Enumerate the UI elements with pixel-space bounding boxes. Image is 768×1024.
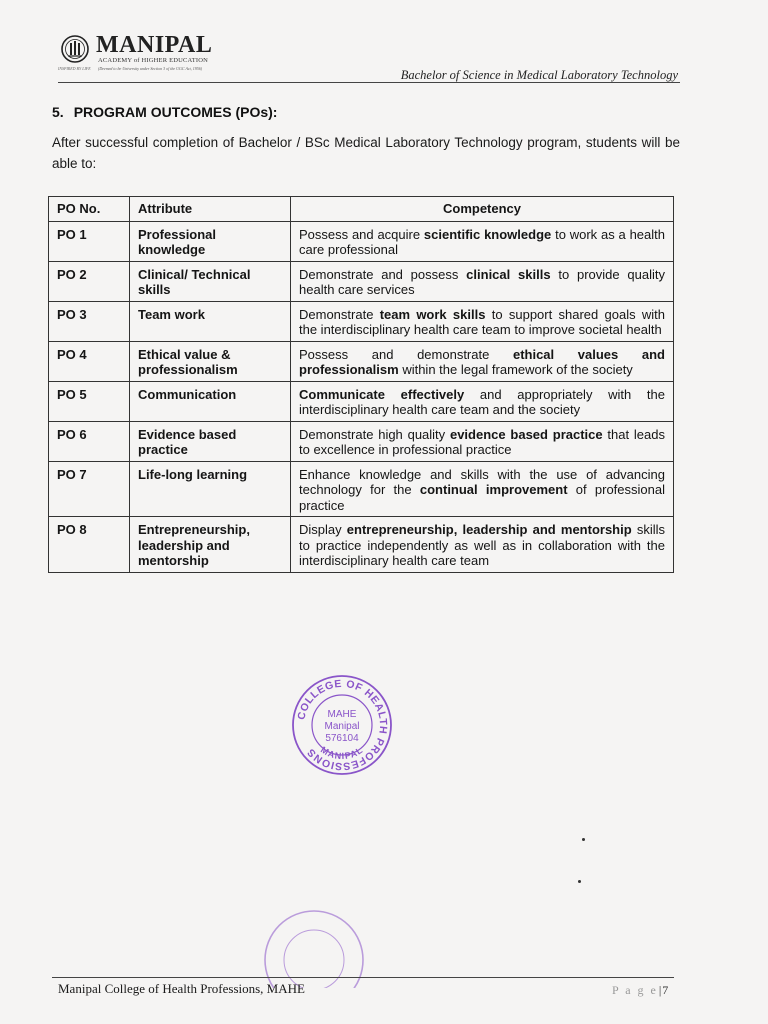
stamp-line-1: MAHE (327, 709, 357, 720)
po-competency (291, 221, 674, 261)
competency-keyword: Communicate effectively (299, 386, 465, 402)
speck (578, 880, 581, 883)
po-competency (291, 341, 674, 381)
competency-text: within the legal framework of the society (398, 362, 633, 377)
logo-motto: INSPIRED BY LIFE (58, 66, 91, 71)
section-heading (52, 104, 277, 120)
competency-text: Enhance knowledge and skills with the use of advancing technology for the (299, 466, 665, 497)
page-label: P a g e (612, 983, 658, 997)
competency-keyword: entrepreneurship, leadership and mentorship (346, 522, 632, 537)
po-competency (291, 381, 674, 421)
po-attribute: Team work (130, 301, 291, 341)
po-competency (291, 461, 674, 517)
po-number: PO 2 (49, 261, 130, 301)
po-competency (291, 301, 674, 341)
competency-text: to support shared goals with the interdisciplinary health care team to improve societal health (299, 306, 665, 337)
footer-divider (52, 977, 674, 978)
university-logo (58, 30, 238, 76)
footer-college-name: Manipal College of Health Professions, MAHE (58, 981, 305, 996)
header-po-no: PO No. (49, 197, 130, 222)
po-attribute: Life-long learning (130, 461, 291, 517)
competency-text: to work as a health care professional (299, 226, 666, 257)
po-attribute: Ethical value & professionalism (130, 341, 291, 381)
page-number: P a g e|7 (612, 983, 669, 997)
table-row (49, 301, 674, 341)
logo-tagline: (Deemed to be University under Section 3 of the UGC Act, 1956) (98, 66, 203, 71)
page-header (58, 30, 680, 84)
competency-text: that leads to excellence in professional practice (299, 426, 665, 457)
po-competency (291, 421, 674, 461)
po-number: PO 6 (49, 421, 130, 461)
faded-seal-icon (262, 908, 366, 988)
po-attribute: Professional knowledge (130, 221, 291, 261)
header-attribute: Attribute (130, 197, 291, 222)
table-body (49, 221, 674, 572)
page-number-value: 7 (662, 983, 669, 997)
section-number: 5. (52, 104, 64, 120)
university-emblem-icon (60, 34, 90, 64)
stamp-bottom-text: MANIPAL (318, 744, 366, 762)
competency-keyword: scientific knowledge (423, 226, 552, 242)
stamp-ring-text: COLLEGE OF HEALTH PROFESSIONS (295, 677, 390, 773)
competency-keyword: continual improvement (419, 482, 568, 497)
header-competency: Competency (291, 197, 674, 222)
po-number: PO 4 (49, 341, 130, 381)
stamp-line-2: Manipal (324, 721, 360, 732)
po-attribute: Entrepreneurship, leadership and mentorship (130, 517, 291, 573)
competency-text: Demonstrate high quality (299, 426, 450, 442)
header-divider (58, 82, 680, 83)
program-outcomes-table (48, 196, 674, 573)
po-number: PO 5 (49, 381, 130, 421)
po-number: PO 8 (49, 517, 130, 573)
bleed-through-stamp (262, 908, 366, 988)
competency-keyword: clinical skills (466, 266, 551, 282)
logo-name: MANIPAL (96, 32, 213, 58)
section-intro: After successful completion of Bachelor / BSc Medical Laboratory Technology program, students will be able to: (52, 135, 680, 171)
section-title: PROGRAM OUTCOMES (POs): (73, 104, 278, 120)
table-row (49, 261, 674, 301)
college-seal-stamp (290, 673, 394, 777)
table-row (49, 461, 674, 517)
table-row (49, 381, 674, 421)
competency-keyword: ethical values and professionalism (299, 346, 665, 377)
po-number: PO 3 (49, 301, 130, 341)
competency-keyword: evidence based practice (449, 426, 603, 442)
po-competency (291, 261, 674, 301)
po-number: PO 7 (49, 461, 130, 517)
document-title: Bachelor of Science in Medical Laboratory Technology (400, 68, 678, 82)
table-row (49, 517, 674, 573)
po-competency (291, 517, 674, 573)
speck (582, 838, 585, 841)
competency-keyword: team work skills (379, 306, 486, 322)
logo-subtitle: ACADEMY of HIGHER EDUCATION (98, 57, 209, 64)
competency-text: skills to practice independently as well as in collaboration with the interdisciplinary health care team (299, 522, 666, 568)
table-row (49, 221, 674, 261)
competency-text: Possess and demonstrate (299, 346, 513, 362)
po-attribute: Evidence based practice (130, 421, 291, 461)
po-attribute: Communication (130, 381, 291, 421)
table-row (49, 341, 674, 381)
po-attribute: Clinical/ Technical skills (130, 261, 291, 301)
competency-text: to provide quality health care services (299, 266, 665, 297)
competency-text: Possess and acquire (299, 226, 424, 242)
competency-text: of professional practice (299, 482, 665, 513)
competency-text: Demonstrate (299, 306, 380, 322)
table-row (49, 421, 674, 461)
table-header-row (49, 197, 674, 222)
competency-text: Display (299, 522, 347, 537)
competency-text: and appropriately with the interdisciplinary health care team and the society (299, 386, 665, 417)
stamp-line-3: 576104 (325, 733, 359, 744)
po-number: PO 1 (49, 221, 130, 261)
competency-text: Demonstrate and possess (299, 266, 467, 282)
